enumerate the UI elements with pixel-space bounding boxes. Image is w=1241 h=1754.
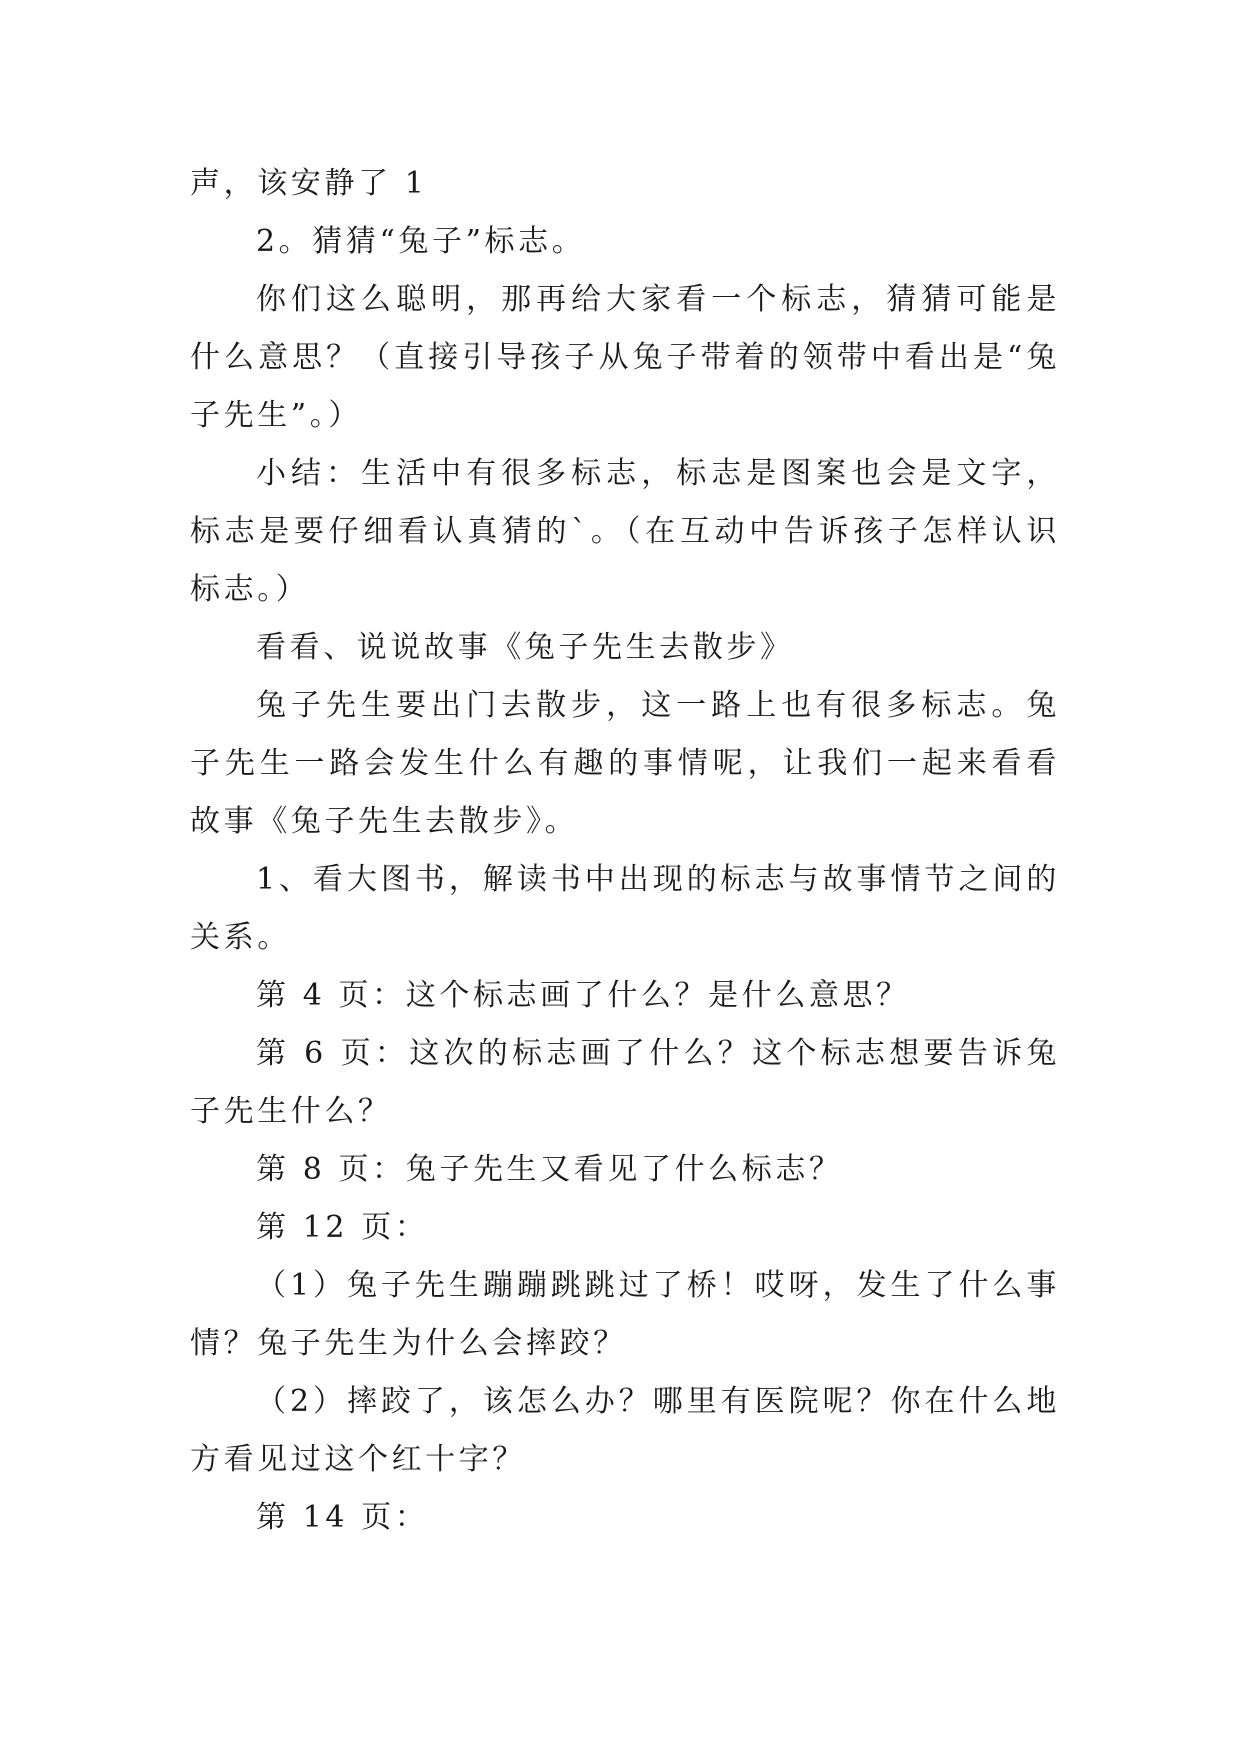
paragraph: 看看、说说故事《兔子先生去散步》 bbox=[256, 630, 794, 665]
paragraph: 1、看大图书，解读书中出现的标志与故事情节之间的关系。 bbox=[190, 862, 1060, 955]
paragraph: 2。猜猜“兔子”标志。 bbox=[256, 224, 586, 259]
paragraph: 第 6 页：这次的标志画了什么？这个标志想要告诉兔子先生什么？ bbox=[190, 1036, 1060, 1129]
paragraph: （1）兔子先生蹦蹦跳跳过了桥！哎呀，发生了什么事情？兔子先生为什么会摔跤？ bbox=[190, 1268, 1060, 1361]
paragraph: （2）摔跤了，该怎么办？哪里有医院呢？你在什么地方看见过这个红十字？ bbox=[190, 1384, 1060, 1477]
paragraph: 第 4 页：这个标志画了什么？是什么意思？ bbox=[256, 978, 910, 1013]
paragraph: 兔子先生要出门去散步，这一路上也有很多标志。兔子先生一路会发生什么有趣的事情呢，让我们一起来看看故事《兔子先生去散步》。 bbox=[190, 688, 1060, 839]
body-text bbox=[190, 155, 1060, 1547]
paragraph: 第 8 页：兔子先生又看见了什么标志？ bbox=[256, 1152, 843, 1187]
paragraph: 第 12 页： bbox=[256, 1210, 429, 1245]
paragraph: 声，该安静了 1 bbox=[190, 166, 428, 201]
paragraph: 小结：生活中有很多标志，标志是图案也会是文字，标志是要仔细看认真猜的`。（在互动中告诉孩子怎样认识标志。） bbox=[190, 456, 1060, 607]
paragraph: 第 14 页： bbox=[256, 1500, 429, 1535]
paragraph: 你们这么聪明，那再给大家看一个标志，猜猜可能是什么意思？（直接引导孩子从兔子带着的领带中看出是“兔子先生”。） bbox=[190, 282, 1060, 433]
